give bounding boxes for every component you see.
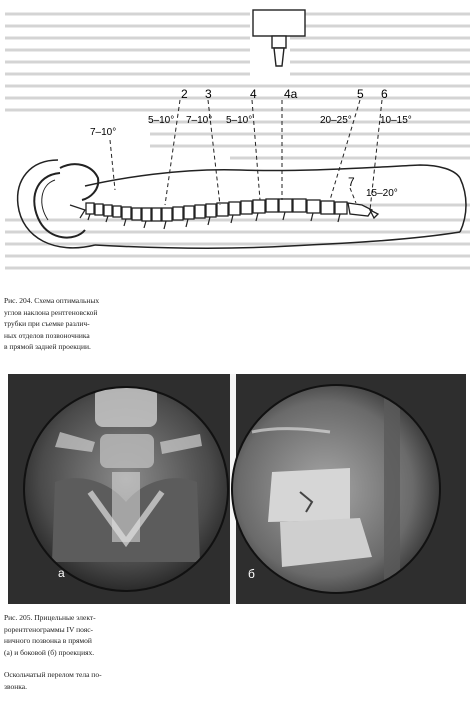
radiograph-frontal-view [24,387,228,591]
label-angle-3: 7–10° [186,115,213,126]
label-number-4a: 4а [284,87,298,101]
figure-205-caption: Рис. 205. Прицельные элект- рорентгенограммы IV пояс- ничного позвонка в прямой (а) и боковой (б) проекциях. [4,613,96,657]
label-number-6: 6 [381,87,388,101]
label-number-7: 7 [348,175,355,189]
background-text-lines [5,14,470,268]
figure-204-caption: Рис. 204. Схема оптимальных углов наклона рентгеновской трубки при съемке различ- ных отделов позвоночника в прямой задней проекции. [4,296,100,351]
label-angle-7: 15–20° [366,188,398,199]
figure-204-diagram [0,0,474,292]
label-number-3: 3 [205,87,212,101]
label-number-2: 2 [181,87,188,101]
label-angle-1: 7–10° [90,127,117,138]
label-number-5: 5 [357,87,364,101]
figure-205-radiographs [0,372,474,604]
radiograph-label-b: б [248,567,255,581]
label-angle-2: 5–10° [148,115,175,126]
figure-205-caption-note: Оскольчатый перелом тела по- звонка. [4,670,102,691]
label-angle-6: 10–15° [380,115,412,126]
radiograph-lateral-view [232,385,440,593]
label-angle-5: 20–25° [320,115,352,126]
label-angle-4: 5–10° [226,115,253,126]
label-number-4: 4 [250,87,257,101]
radiograph-label-a: а [58,566,65,580]
skull-outline [34,164,98,237]
